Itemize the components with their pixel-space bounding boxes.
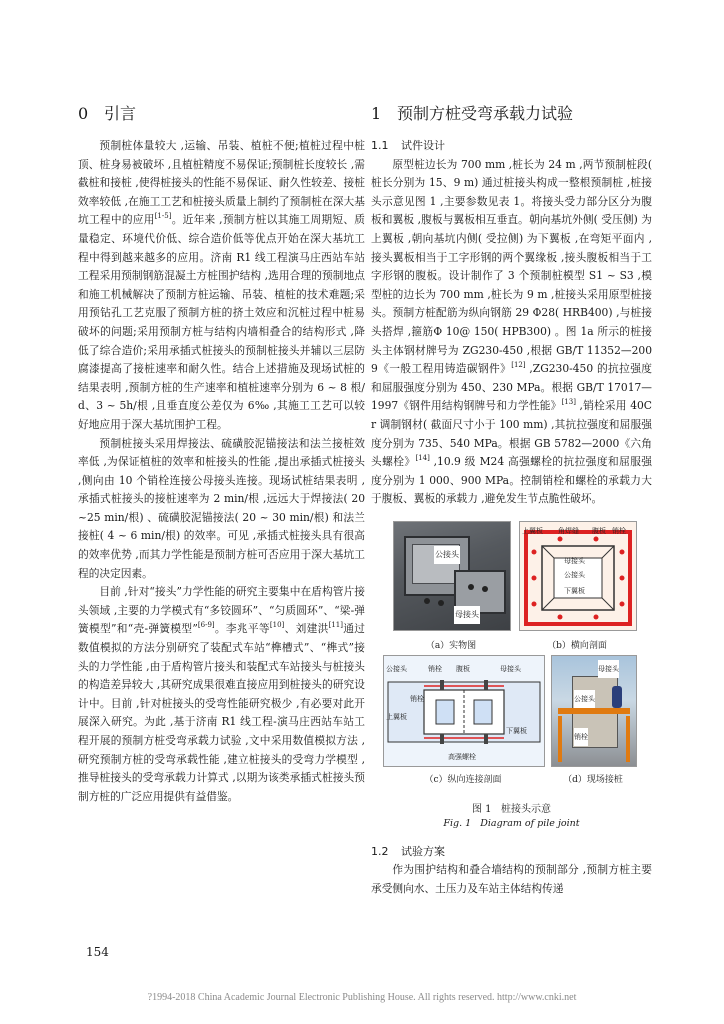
section-number: 0 (78, 104, 89, 123)
figure-1d-caption: （d）现场接桩 (563, 774, 623, 785)
c-label-6: 高强螺栓 (448, 752, 476, 761)
c-label-4: 上翼板 (386, 712, 407, 721)
figure-1b-caption: （b）横向剖面 (547, 640, 607, 651)
subsection-title: 试件设计 (401, 139, 445, 152)
b-label-5: 母接头 (564, 556, 585, 565)
section-title: 预制方桩受弯承载力试验 (397, 104, 574, 123)
intro-p3-text-d: 通过数值模拟的方法分别研究了装配式车站“榫槽式”、“榫式”接头的力学性能 ,由于盾构管片接头和装配式车站接头与桩接头的构造差异较大 ,其研究成果很难直接应用到桩接头的研究设计中。目前 ,针对桩接头的受弯性能研究极少 ,有必要对此开展深入研究。为此 ,基于济南 R1 线工程-演马庄西站车站工程开展的预制方桩受弯承载力试验 ,文中采用数值模拟方法 ,研究预制方桩的受弯承载性能 ,建立桩接头的受弯力学模型 ,推导桩接头的受弯承载力计算式 ,以期为该类承插式桩接头预制方桩的广泛应用提供有益借鉴。 (78, 622, 365, 803)
b-label-3: 销栓 (612, 526, 626, 535)
citation: [13] (561, 398, 576, 407)
intro-paragraph-3 (78, 583, 365, 806)
section-heading-introduction (78, 103, 365, 127)
citation: [1-5] (154, 212, 172, 221)
b-label-6: 下翼板 (564, 586, 585, 595)
c-label-2: 腹板 (456, 664, 470, 673)
section-heading-test (371, 103, 652, 127)
intro-p3-text-a: 目前 ,针对“接头”力学性能的研究主要集中在盾构管片接头领域 ,主要的力学模式有“多铰圆环”、“匀质圆环”、“梁-弹簧模型”和“壳-弹簧模型” (78, 585, 365, 636)
figure-1a-photo (393, 521, 511, 631)
c-label-7: 下翼板 (506, 726, 527, 735)
figure-1 (371, 513, 652, 799)
test-paragraph-2: 作为围护结构和叠合墙结构的预制部分 ,预制方桩主要承受侧向水、土压力及车站主体结构传递 (371, 863, 652, 896)
section-number: 1 (371, 104, 382, 123)
d-label-0: 母接头 (598, 660, 619, 679)
subsection-number: 1.1 (371, 139, 389, 152)
figure-title-en-text: Diagram of pile joint (480, 817, 580, 829)
citation: [6-9] (197, 621, 215, 630)
intro-p1-tail: 。近年来 ,预制方桩以其施工周期短、质量稳定、环境代价低、综合造价低等优点开始在深大基坑工程中得到越来越多的应用。济南 R1 线工程演马庄西站车站工程采用预制钢筋混凝土方桩围护结构 ,选用合理的预制地点和施工机械解决了预制方桩运输、吊装、植桩的技术难题;采用预钻孔工艺克服了预制方桩的挤土效应和沉桩过程中桩易破坏的问题;采用预制方桩与结构内墙相叠合的结构形式 ,降低了综合造价;采用承插式桩接头的预制桩接头并辅以三层防腐漆提高了接桩速率和耐久性。结合上述措施及现场试桩的结果表明 ,预制方桩的生产速率和植桩速率分别为 6 ~ 8 根/d、3 ~ 5h/根 ,且垂直度公差仅为 6‰ ,其施工工艺可以较好地应用于深大基坑围护工程。 (78, 213, 365, 431)
right-column (371, 103, 652, 899)
intro-paragraph-1 (78, 137, 365, 435)
c-label-5: 销栓 (410, 694, 424, 703)
intro-p3-text-b: 。李兆平等 (214, 622, 270, 636)
subsection-heading-1-1 (371, 137, 652, 156)
figure-1-title (371, 803, 652, 817)
d-label-1: 公接头 (574, 690, 595, 709)
b-label-0: 上翼板 (522, 526, 543, 535)
page-number: 154 (86, 945, 109, 959)
b-label-4: 公接头 (564, 570, 585, 579)
c-label-0: 公接头 (386, 664, 407, 673)
section-title: 引言 (104, 104, 137, 123)
copyright-footer: ?1994-2018 China Academic Journal Electronic Publishing House. All rights reserved. http://www.cnki.net (147, 992, 577, 1003)
subsection-title: 试验方案 (401, 844, 445, 858)
figure-number-en: Fig. 1 (443, 817, 472, 829)
citation: [12] (511, 361, 526, 370)
figure-number: 图 1 (471, 803, 492, 815)
figure-1a-caption: （a）实物图 (425, 640, 477, 651)
figure-title-text: 桩接头示意 (501, 803, 552, 815)
intro-p3-text-c: 、刘建洪 (284, 622, 329, 636)
test-paragraph-1 (371, 156, 652, 509)
citation: [11] (328, 621, 343, 630)
figure-1d-site-photo (551, 655, 637, 767)
c-label-1: 销栓 (428, 664, 442, 673)
figure-1-title-en (371, 817, 652, 831)
figure-1c-longitudinal-section (383, 655, 545, 767)
label-gong-jietou: 公接头 (434, 546, 460, 565)
subsection-number: 1.2 (371, 844, 389, 858)
left-column (78, 103, 365, 806)
c-label-3: 母接头 (500, 664, 521, 673)
citation: [10] (269, 621, 285, 630)
intro-paragraph-2: 预制桩接头采用焊接法、硫磺胶泥锚接法和法兰接桩效率低 ,为保证植桩的效率和桩接头的性能 ,提出承插式桩接头 ,侧向由 10 个销栓连接公母接头连接。现场试桩结果表明 ,承插式桩接头的接桩速率为 2 min/根 ,远远大于焊接法( 20 ~25 min/根) 、硫磺胶泥锚接法( 20 ~ 30 min/根) 和法兰接桩( 4 ~ 6 min/根) 的效率。可见 ,承插式桩接头具有很高的效率优势 ,而其力学性能是预制方桩可否应用于深大基坑工程的决定因素。 (78, 436, 365, 580)
citation: [14] (415, 454, 430, 463)
test-p1-text-a: 原型桩边长为 700 mm ,桩长为 24 m ,两节预制桩段( 桩长分别为 15、9 m) 通过桩接头构成一整根预制桩 ,桩接头示意见图 1 ,主要参数见表 1。将接头受力部分区分为腹板和翼板 ,腹板与翼板相互垂直。朝向基坑外侧( 受压侧) 为上翼板 ,朝向基坑内侧( 受拉侧) 为下翼板 ,在弯矩平面内 ,接头翼板相当于工字形钢的两个翼缘板 ,接头腹板相当于工字形钢的腹板。设计制作了 3 个预制桩模型 S1 ~ S3 ,模型桩的边长为 700 mm ,桩长为 9 m ,桩接头采用原型桩接头。预制方桩配筋为纵向钢筋 29 Φ28( HRB400) ,与桩接头搭焊 ,箍筋Φ 10@ 150( HPB300) 。图 1a 所示的桩接头主体钢材牌号为 ZG230-450 ,根据 GB/T 11352—2009《一般工程用铸造碳钢件》 (371, 157, 652, 376)
test-p1-text-c: ,销栓采用 40Cr 调制钢材( 截面尺寸小于 100 mm) ,其抗拉强度和屈服强度分别为 735、540 MPa。根据 GB 5782—2000《六角头螺栓》 (371, 399, 652, 469)
test-p1-text-b: ,ZG230-450 的抗拉强度和屈服强度分别为 450、230 MPa。根据 GB/T 17017—1997《钢件用结构钢牌号和力学性能》 (371, 362, 652, 413)
b-label-1: 角焊缝 (558, 526, 579, 535)
intro-p1-text: 预制桩体量较大 ,运输、吊装、植桩不便;植桩过程中桩顶、桩身易被破坏 ,且植桩精度不易保证;预制桩长度较长 ,需截桩和接桩 ,使得桩接头的性能不易保证、耐久性较差、接桩效率较低 ,在施工工艺和桩接头质量上制约了预制桩在深大基坑工程中的应用 (78, 139, 365, 227)
test-p1-text-d: ,10.9 级 M24 高强螺栓的抗拉强度和屈服强度分别为 1 000、900 MPa。控制销栓和螺栓的承载力大于腹板、翼板的承载力 ,避免发生节点脆性破坏。 (371, 455, 652, 506)
figure-1b-cross-section (519, 521, 637, 631)
subsection-heading-1-2 (371, 843, 652, 862)
d-label-2: 销栓 (574, 728, 588, 747)
figure-1c-caption: （c）纵向连接剖面 (424, 774, 502, 785)
label-mu-jietou: 母接头 (454, 606, 480, 625)
b-label-2: 腹板 (592, 526, 606, 535)
